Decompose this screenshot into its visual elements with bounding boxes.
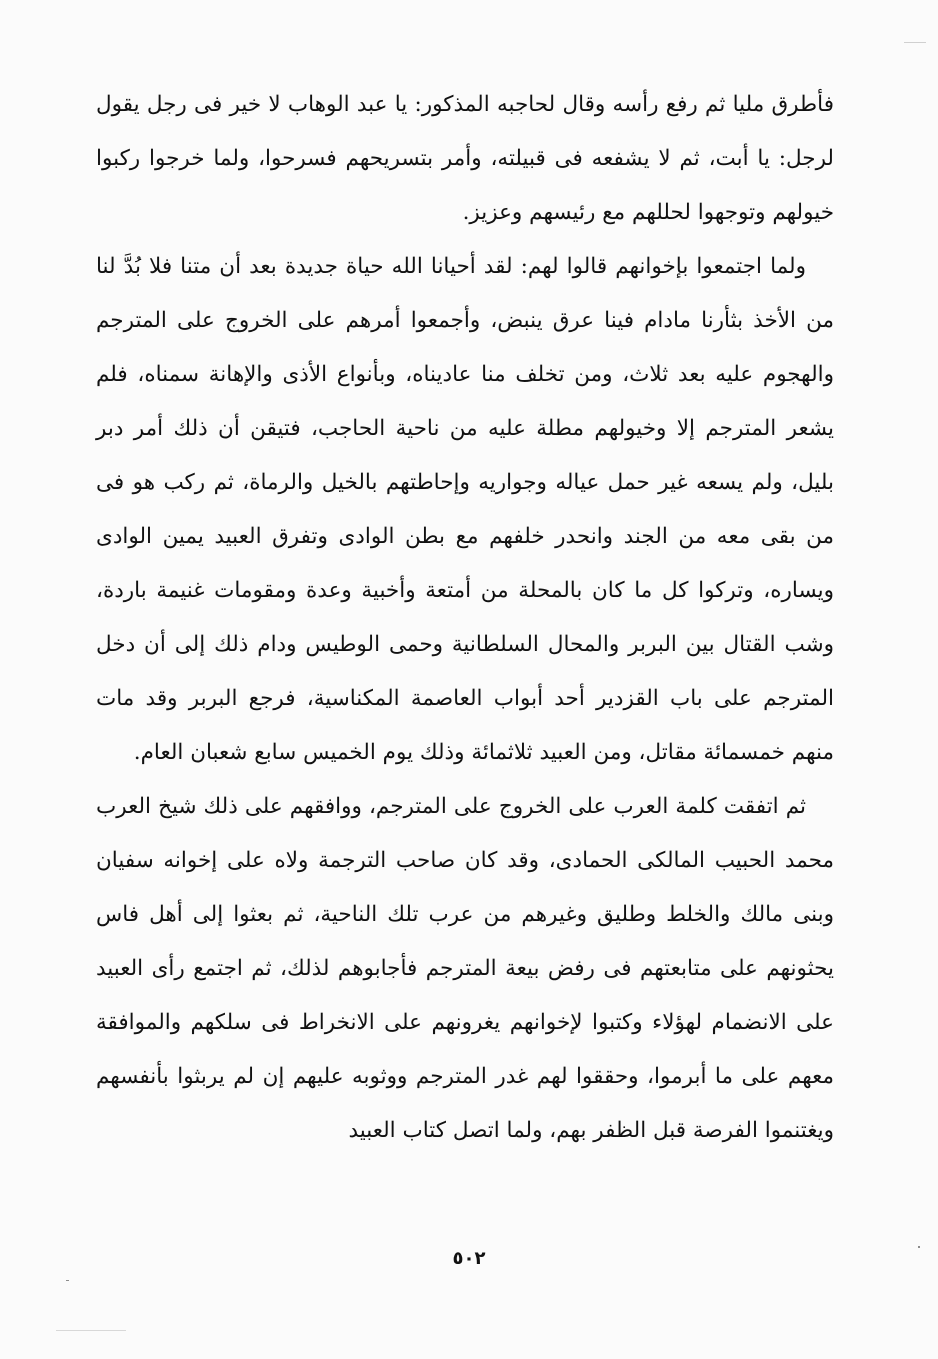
page-edge-mark <box>904 42 926 43</box>
page-number: ٥٠٢ <box>452 1248 486 1269</box>
paragraph: ولما اجتمعوا بإخوانهم قالوا لهم: لقد أحيانا الله حياة جديدة بعد أن متنا فلا بُدَّ لنا من الأخذ بثأرنا مادام فينا عرق ينبض، وأجمعوا أمرهم على الخروج على المترجم والهجوم عليه بعد ثلاث، ومن تخلف منا عاديناه، وبأنواع الأذى والإهانة سمناه، فلم يشعر المترجم إلا وخيولهم مطلة عليه من ناحية الحاجب، فتيقن أن ذلك أمر دبر بليل، ولم يسعه غير حمل عياله وجواريه وإحاطتهم بالخيل والرماة، ثم ركب هو فى من بقى معه من الجند وانحدر خلفهم مع بطن الوادى وتفرق العبيد يمين الوادى ويساره، وتركوا كل ما كان بالمحلة من أمتعة وأخبية وعدة ومقومات غنيمة باردة، وشب القتال بين البربر والمحال السلطانية وحمى الوطيس ودام ذلك إلى أن دخل المترجم على باب القزدير أحد أبواب العاصمة المكناسية، فرجع البربر وقد مات منهم خمسمائة مقاتل، ومن العبيد ثلاثمائة وذلك يوم الخميس سابع شعبان العام. <box>96 254 834 765</box>
paragraph: ثم اتفقت كلمة العرب على الخروج على المترجم، ووافقهم على ذلك شيخ العرب محمد الحبيب المالكى الحمادى، وقد كان صاحب الترجمة ولاه على إخوانه سفيان وبنى مالك والخلط وطليق وغيرهم من عرب تلك الناحية، ثم بعثوا إلى أهل فاس يحثونهم على متابعتهم فى رفض بيعة المترجم فأجابوهم لذلك، ثم اجتمع رأى العبيد على الانضمام لهؤلاء وكتبوا لإخوانهم يغرونهم على الانخراط فى سلكهم والموافقة معهم على ما أبرموا، وحققوا لهم غدر المترجم ووثوبه عليهم إن لم يربثوا بأنفسهم ويغتنموا الفرصة قبل الظفر بهم، ولما اتصل كتاب العبيد <box>96 794 834 1143</box>
paragraph: فأطرق مليا ثم رفع رأسه وقال لحاجبه المذكور: يا عبد الوهاب لا خير فى رجل يقول لرجل: يا أبت، ثم لا يشفعه فى قبيلته، وأمر بتسريحهم فسرحوا، ولما خرجوا ركبوا خيولهم وتوجهوا لحللهم مع رئيسهم وعزيز. <box>96 92 834 225</box>
page-edge-mark <box>56 1330 126 1331</box>
body-text <box>96 78 834 1158</box>
page-edge-mark <box>66 1280 69 1281</box>
